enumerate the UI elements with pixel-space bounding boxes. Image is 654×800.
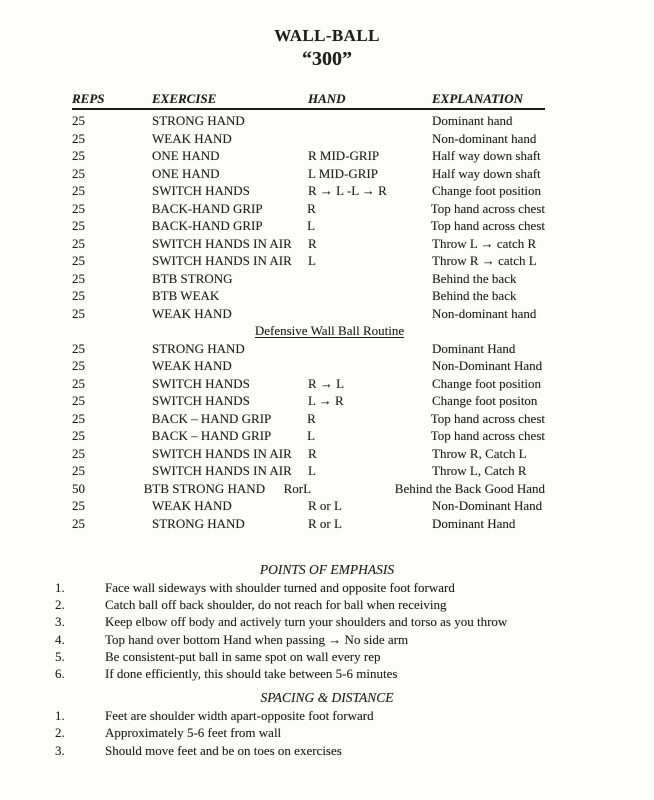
table-row [72,270,545,288]
reps-cell: 25 [72,305,85,321]
exercise-cell: BACK – HAND GRIP [151,410,272,426]
table-row [72,497,545,515]
reps-cell: 25 [72,148,85,163]
list-item-text: Feet are shoulder width apart-opposite foot forward [105,708,374,724]
table-row [72,340,545,358]
table-row [72,357,545,375]
spacing-distance-list [0,707,654,759]
explanation-cell: Non-Dominant Hand [432,358,543,373]
explanation-cell: Top hand across chest [430,410,545,426]
explanation-cell: Non-dominant hand [432,305,537,321]
reps-cell: 25 [72,358,85,373]
exercise-cell: WEAK HAND [152,498,232,513]
explanation-cell: Throw R, Catch L [432,445,527,461]
explanation-cell: Dominant Hand [432,340,516,356]
list-item-number: 3. [55,742,65,758]
explanation-cell: Change foot position [432,183,542,198]
exercise-cell: STRONG HAND [152,515,245,531]
explanation-cell: Half way down shaft [432,165,541,181]
defensive-routine-title: Defensive Wall Ball Routine [254,323,405,338]
column-header-hand: HAND [308,91,346,106]
table-row [72,165,545,183]
exercise-cell: SWITCH HANDS IN AIR [152,463,292,478]
points-of-emphasis-section [0,561,654,682]
exercise-table [72,90,545,532]
document-subtitle: “300” [302,48,352,70]
table-row [72,427,545,445]
points-of-emphasis-list [0,579,654,682]
explanation-cell: Behind the Back Good Hand [394,480,545,496]
defensive-routine-rows [72,340,545,533]
explanation-cell: Top hand across chest [430,200,545,216]
reps-cell: 25 [72,410,85,426]
exercise-cell: SWITCH HANDS IN AIR [152,235,292,251]
hand-cell: R or L [308,515,342,531]
table-row [72,392,545,410]
document-title: WALL-BALL [274,26,380,45]
spacing-distance-section [0,689,654,759]
list-item-number: 5. [55,648,65,664]
exercise-cell: ONE HAND [152,148,220,163]
exercise-cell: SWITCH HANDS [152,393,250,408]
list-item-text: Top hand over bottom Hand when passing → No side arm [105,631,409,647]
table-row [72,445,545,463]
table-header-row [72,90,545,110]
explanation-cell: Dominant Hand [432,515,516,531]
table-row [72,462,545,480]
table-row [72,147,545,165]
list-item [0,631,654,648]
list-item [0,665,654,682]
hand-cell: L → R [308,393,344,408]
table-row [72,410,545,428]
hand-cell: R MID-GRIP [308,148,380,163]
explanation-cell: Throw L → catch R [432,235,537,251]
spacing-distance-title: SPACING & DISTANCE [260,690,394,706]
hand-cell: RorL [283,480,312,496]
reps-cell: 25 [72,463,85,478]
explanation-cell: Behind the back [432,288,517,303]
reps-cell: 25 [72,218,85,233]
explanation-cell: Dominant hand [432,113,513,128]
list-item-text: Approximately 5-6 feet from wall [105,725,282,741]
hand-cell [308,357,432,375]
list-item [0,596,654,613]
table-row [72,217,545,235]
table-row [72,515,545,533]
column-header-explanation: EXPLANATION [432,91,524,106]
column-header-reps: REPS [72,91,105,106]
column-header-exercise: EXERCISE [152,91,217,106]
reps-cell: 25 [72,340,85,356]
list-item [0,579,654,596]
list-item [0,613,654,630]
list-item-number: 4. [55,631,65,647]
hand-cell: L [308,253,316,268]
exercise-cell: BTB STRONG HAND [143,480,266,496]
reps-cell: 25 [72,445,85,461]
hand-cell: R → L -L → R [308,183,387,198]
explanation-cell: Non-Dominant Hand [432,498,543,513]
hand-cell [308,305,432,323]
main-routine-rows [72,112,545,322]
exercise-cell: BACK-HAND GRIP [151,200,263,216]
table-row [72,235,545,253]
exercise-cell: BTB WEAK [152,288,220,303]
hand-cell: L [307,218,316,233]
table-row [72,200,545,218]
explanation-cell: Throw R → catch L [432,253,537,268]
table-row [72,130,545,148]
exercise-cell: SWITCH HANDS [152,183,250,198]
hand-cell: L MID-GRIP [308,165,378,181]
exercise-cell: BTB STRONG [152,270,233,286]
table-row [72,480,545,498]
table-row [72,375,545,393]
exercise-cell: WEAK HAND [152,130,232,146]
list-item-text: Keep elbow off body and actively turn your shoulders and torso as you throw [105,614,508,630]
explanation-cell: Non-dominant hand [432,130,537,146]
explanation-cell: Change foot position [432,375,542,391]
reps-cell: 25 [72,165,85,181]
list-item-text: Face wall sideways with shoulder turned and opposite foot forward [105,580,455,595]
hand-cell: L [308,463,316,478]
list-item-number: 3. [55,614,65,630]
hand-cell: R [307,410,316,426]
list-item-text: Should move feet and be on toes on exercises [105,742,342,758]
exercise-cell: STRONG HAND [152,340,245,356]
exercise-cell: SWITCH HANDS IN AIR [152,445,292,461]
hand-cell [308,287,432,305]
reps-cell: 25 [72,498,85,513]
hand-cell: R or L [308,498,342,513]
reps-cell: 25 [72,428,85,443]
explanation-cell: Change foot positon [432,393,538,408]
explanation-cell: Behind the back [432,270,517,286]
list-item-number: 1. [55,708,65,724]
explanation-cell: Top hand across chest [430,428,545,443]
reps-cell: 25 [72,235,85,251]
exercise-cell: WEAK HAND [152,305,232,321]
list-item-number: 2. [55,725,65,741]
table-row [72,112,545,130]
reps-cell: 25 [72,113,85,128]
hand-cell [308,130,432,148]
exercise-cell: STRONG HAND [152,113,245,128]
table-row [72,305,545,323]
reps-cell: 25 [72,375,85,391]
reps-cell: 25 [72,130,85,146]
exercise-cell: WEAK HAND [152,358,232,373]
explanation-cell: Half way down shaft [432,148,541,163]
reps-cell: 25 [72,270,85,286]
list-item-number: 6. [55,666,65,682]
reps-cell: 25 [72,183,85,198]
exercise-cell: ONE HAND [152,165,220,181]
list-item-text: Catch ball off back shoulder, do not reach for ball when receiving [105,597,447,613]
list-item-number: 1. [55,580,65,595]
exercise-cell: BACK-HAND GRIP [151,218,263,233]
hand-cell [308,340,432,358]
explanation-cell: Top hand across chest [430,218,545,233]
reps-cell: 25 [72,200,85,216]
list-item [0,648,654,665]
hand-cell: L [307,428,316,443]
hand-cell: R → L [308,375,345,391]
list-item [0,742,654,759]
list-item [0,707,654,724]
reps-cell: 50 [72,480,85,496]
reps-cell: 25 [72,253,85,268]
exercise-cell: SWITCH HANDS [152,375,250,391]
explanation-cell: Throw L, Catch R [432,463,527,478]
list-item-number: 2. [55,597,65,613]
reps-cell: 25 [72,393,85,408]
points-of-emphasis-title: POINTS OF EMPHASIS [259,562,395,577]
table-row [72,182,545,200]
reps-cell: 25 [72,288,85,303]
hand-cell [308,112,432,130]
table-row [72,252,545,270]
list-item-text: If done efficiently, this should take between 5-6 minutes [105,666,398,682]
hand-cell [308,270,432,288]
exercise-cell: SWITCH HANDS IN AIR [152,253,292,268]
list-item-text: Be consistent-put ball in same spot on wall every rep [105,648,381,664]
table-row [72,287,545,305]
hand-cell: R [307,200,316,216]
hand-cell: R [308,235,317,251]
list-item [0,724,654,741]
hand-cell: R [308,445,317,461]
exercise-cell: BACK – HAND GRIP [151,428,272,443]
reps-cell: 25 [72,515,85,531]
